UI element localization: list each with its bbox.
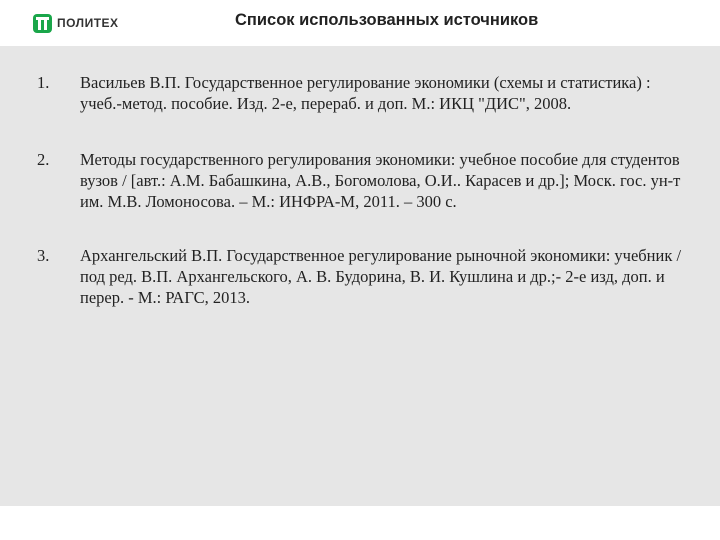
slide-header	[0, 0, 720, 46]
logo	[33, 13, 119, 33]
list-item-number: 1.	[37, 73, 50, 92]
list-item-number: 3.	[37, 246, 50, 265]
list-item-number: 2.	[37, 150, 50, 169]
slide-content	[0, 46, 720, 506]
list-item-text: Архангельский В.П. Государственное регулирование рыночной экономики: учебник / под ред. В.П. Архангельского, А. В. Будорина, В. И. Кушлина и др.;- 2-е изд, доп. и перер. - М.: РАГС, 2013.	[80, 246, 682, 307]
list-item-text: Методы государственного регулирования экономики: учебное пособие для студентов вузов / [авт.: А.М. Бабашкина, А.В., Богомолова, О.И.. Карасев и др.]; Моск. гос. ун-т им. М.В. Ломоносова. – М.: ИНФРА-М, 2011. – 300 с.	[80, 150, 681, 211]
list-item-text: Васильев В.П. Государственное регулирование экономики (схемы и статистика) : учеб.-метод. пособие. Изд. 2-е, перераб. и доп. М.: ИКЦ "ДИС", 2008.	[80, 73, 651, 113]
politech-logo-icon	[33, 14, 52, 33]
logo-text: ПОЛИТЕХ	[57, 16, 119, 30]
page-title: Список использованных источников	[235, 11, 539, 29]
